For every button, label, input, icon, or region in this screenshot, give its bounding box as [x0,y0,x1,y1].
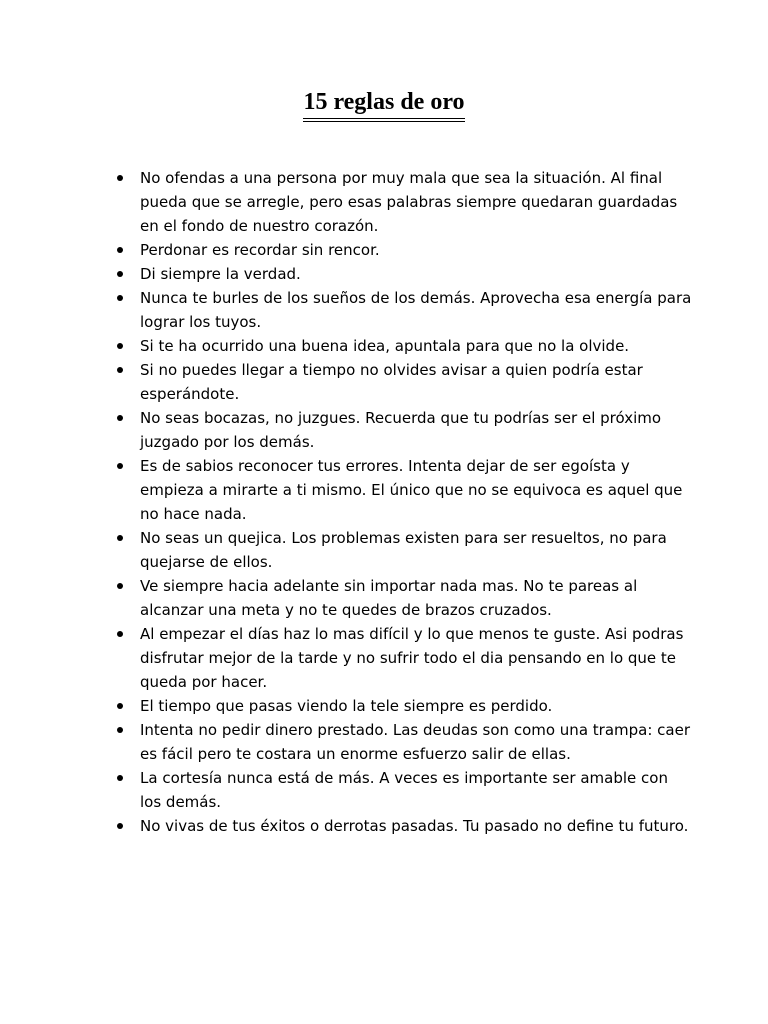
rule-text: Perdonar es recordar sin rencor. [140,241,380,259]
list-item [112,286,692,334]
rule-text: Al empezar el días haz lo mas difícil y lo que menos te guste. Asi podras disfrutar mejor de la tarde y no sufrir todo el dia pensando en lo que te queda por hacer. [140,625,684,691]
list-item [112,358,692,406]
list-item [112,406,692,454]
list-item [112,238,692,262]
bullet-icon [117,823,123,829]
rule-text: Intenta no pedir dinero prestado. Las deudas son como una trampa: caer es fácil pero te costara un enorme esfuerzo salir de ellas. [140,721,690,763]
list-item [112,166,692,238]
rule-text: No vivas de tus éxitos o derrotas pasadas. Tu pasado no define tu futuro. [140,817,689,835]
rule-text: No ofendas a una persona por muy mala que sea la situación. Al final pueda que se arregle, pero esas palabras siempre quedaran guardadas en el fondo de nuestro corazón. [140,169,678,235]
bullet-icon [117,727,123,733]
list-item [112,454,692,526]
bullet-icon [117,175,123,181]
bullet-icon [117,415,123,421]
rule-text: Si te ha ocurrido una buena idea, apuntala para que no la olvide. [140,337,630,355]
list-item [112,262,692,286]
bullet-icon [117,271,123,277]
rule-text: Es de sabios reconocer tus errores. Intenta dejar de ser egoísta y empieza a mirarte a ti mismo. El único que no se equivoca es aquel que no hace nada. [140,457,683,523]
bullet-icon [117,631,123,637]
bullet-icon [117,775,123,781]
rule-text: No seas un quejica. Los problemas existen para ser resueltos, no para quejarse de ellos. [140,529,667,571]
list-item [112,766,692,814]
bullet-icon [117,343,123,349]
bullet-icon [117,703,123,709]
bullet-icon [117,295,123,301]
list-item [112,718,692,766]
rules-list [112,166,692,838]
list-item [112,694,692,718]
bullet-icon [117,463,123,469]
rule-text: Di siempre la verdad. [140,265,301,283]
rule-text: Si no puedes llegar a tiempo no olvides avisar a quien podría estar esperándote. [140,361,643,403]
list-item [112,814,692,838]
rule-text: La cortesía nunca está de más. A veces es importante ser amable con los demás. [140,769,668,811]
document-title-container [0,84,768,122]
list-item [112,574,692,622]
rule-text: Ve siempre hacia adelante sin importar nada mas. No te pareas al alcanzar una meta y no te quedes de brazos cruzados. [140,577,638,619]
rule-text: Nunca te burles de los sueños de los demás. Aprovecha esa energía para lograr los tuyos. [140,289,692,331]
bullet-icon [117,535,123,541]
list-item [112,622,692,694]
list-item [112,334,692,358]
list-item [112,526,692,574]
bullet-icon [117,583,123,589]
rule-text: No seas bocazas, no juzgues. Recuerda que tu podrías ser el próximo juzgado por los demás. [140,409,662,451]
bullet-icon [117,247,123,253]
bullet-icon [117,367,123,373]
rule-text: El tiempo que pasas viendo la tele siempre es perdido. [140,697,553,715]
document-title: 15 reglas de oro [303,84,464,122]
